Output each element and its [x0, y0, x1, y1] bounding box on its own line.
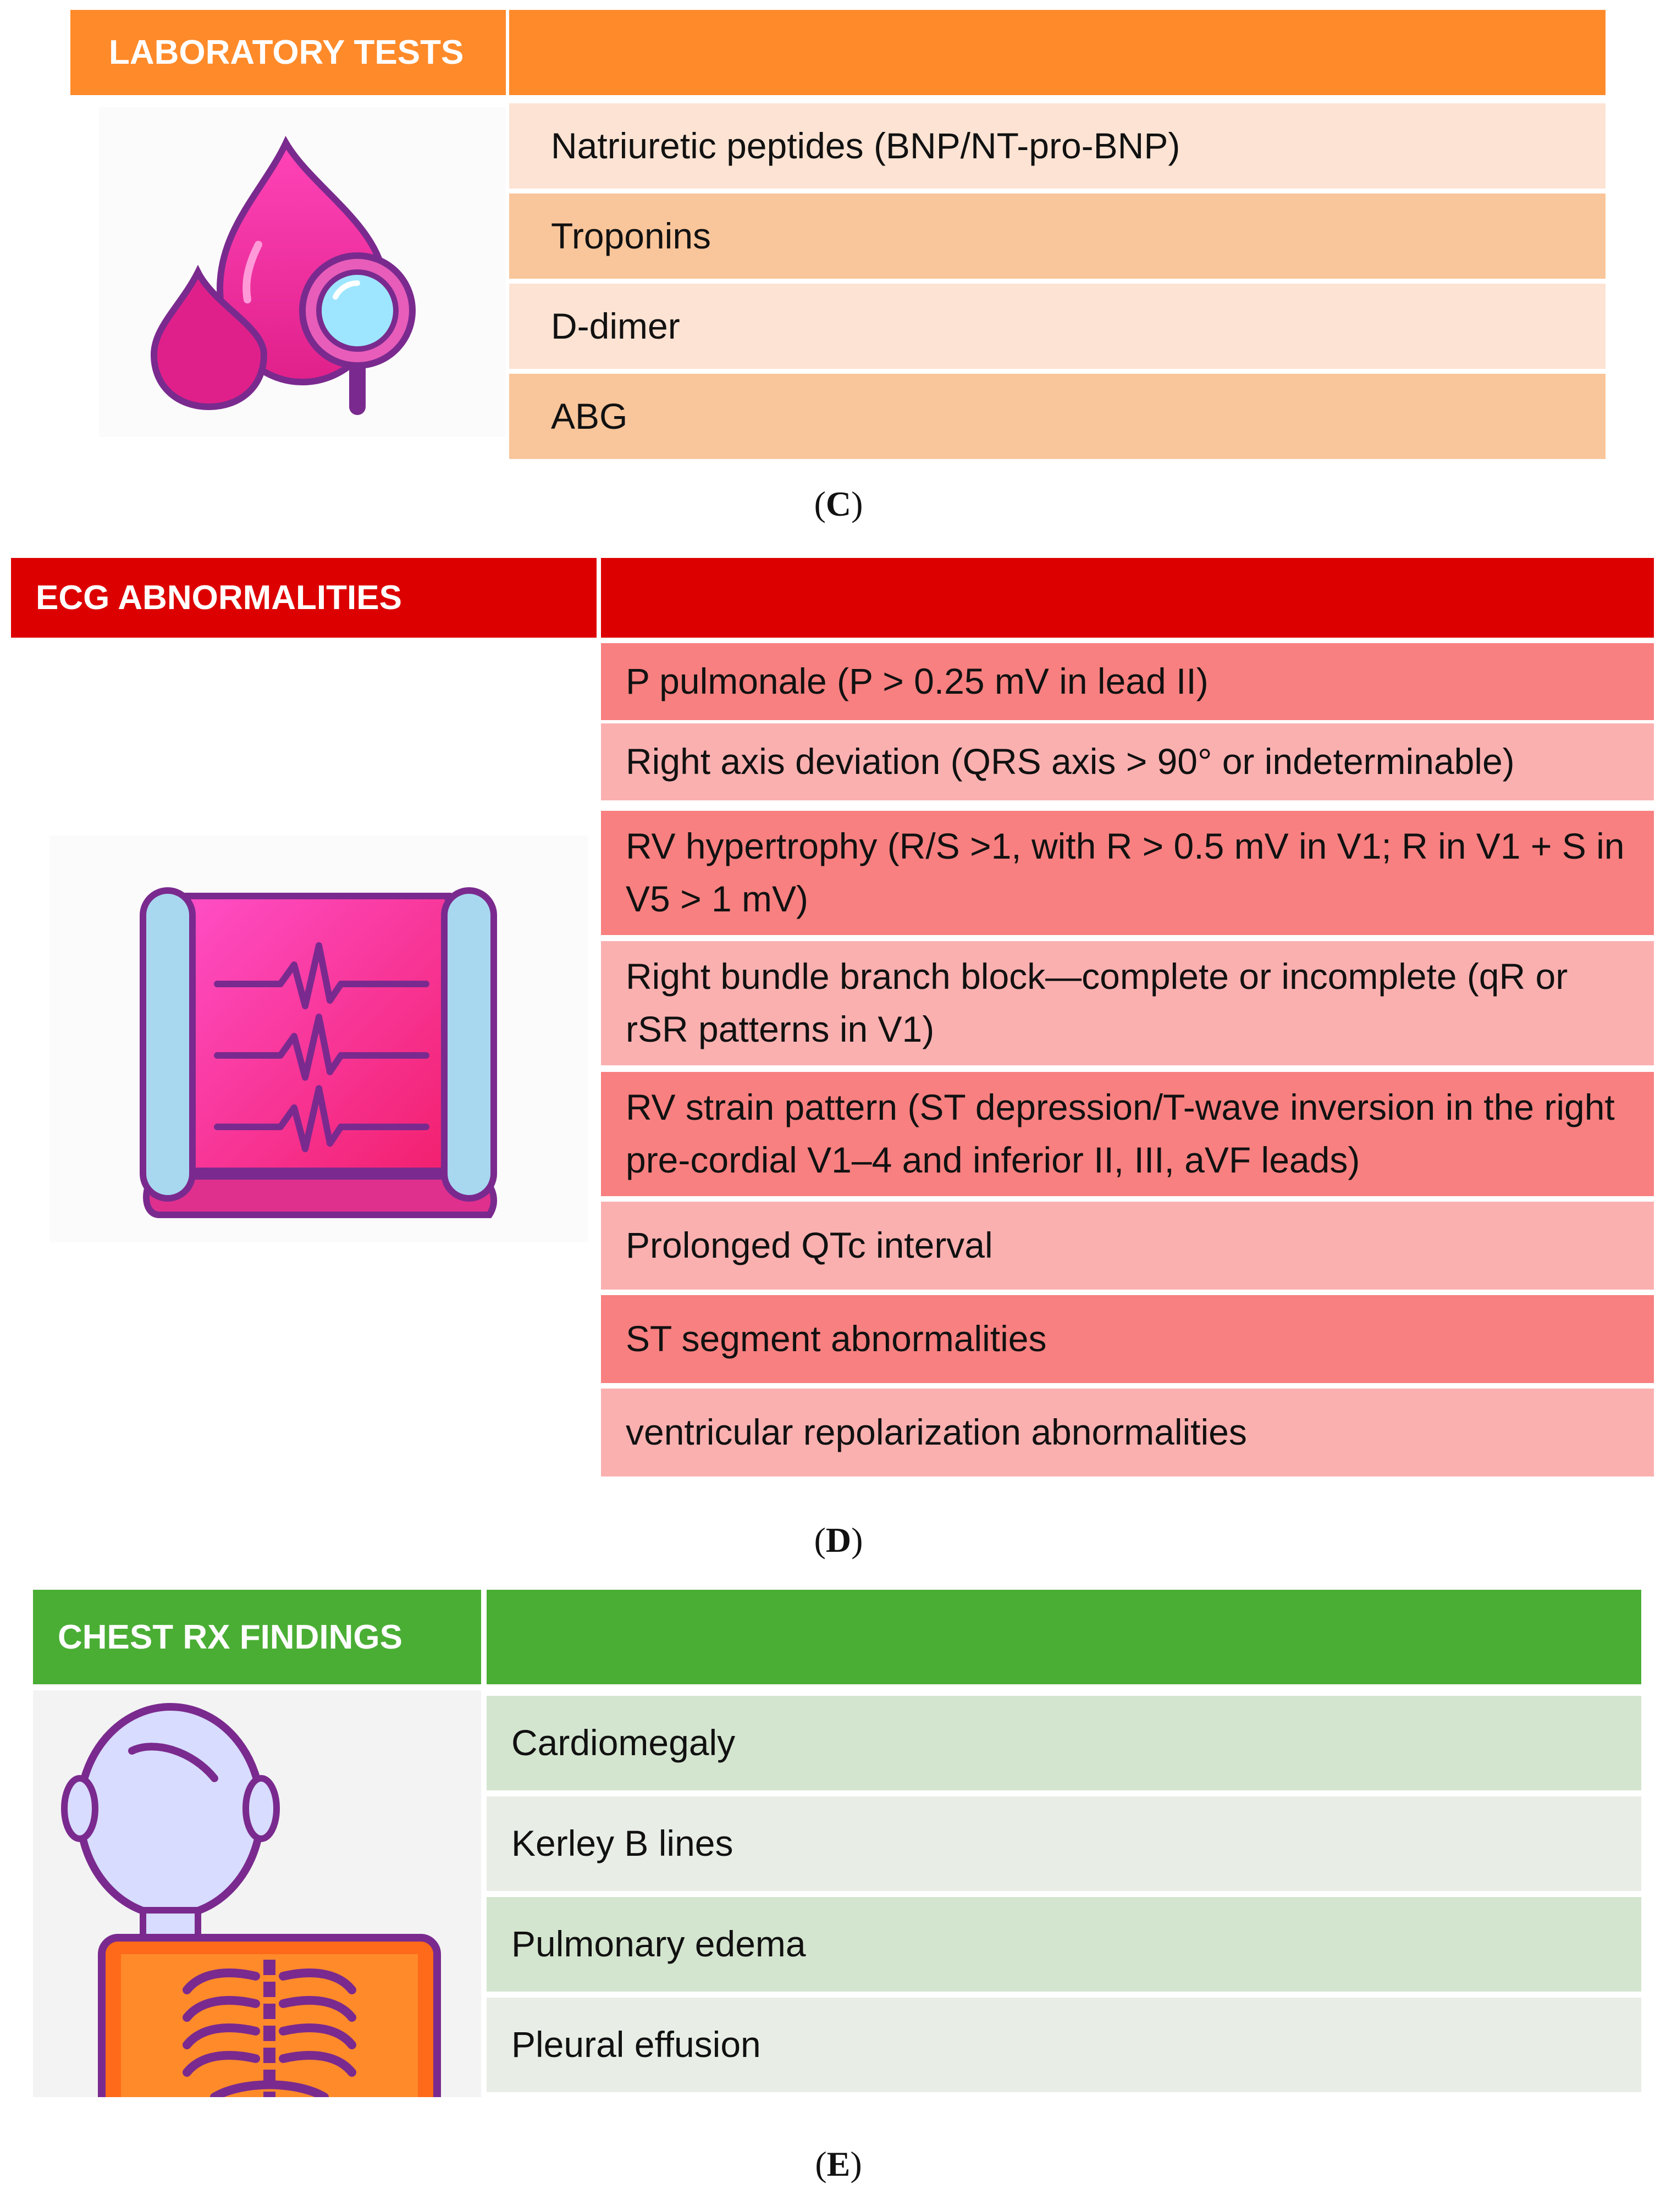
ecg-paper-scroll-icon: [49, 836, 588, 1242]
chest-item: [487, 1897, 1641, 1992]
ecg-item-label: Right axis deviation (QRS axis > 90° or indeterminable): [626, 741, 1515, 782]
lab-item-label: Troponins: [551, 215, 711, 256]
ecg-item: [601, 1202, 1654, 1290]
chest-item: [487, 1998, 1641, 2092]
chest-item: [487, 1796, 1641, 1891]
chest-header: [33, 1590, 481, 1684]
chest-item-label: Pulmonary edema: [511, 1923, 806, 1965]
ecg-item-label: ventricular repolarization abnormalities: [626, 1412, 1247, 1453]
ecg-item: [601, 1072, 1654, 1196]
lab-item: [509, 374, 1606, 459]
lab-item: [509, 284, 1606, 369]
chest-item-label: Pleural effusion: [511, 2024, 761, 2065]
ecg-item: [601, 941, 1654, 1065]
ecg-caption-letter: D: [825, 1520, 852, 1560]
chest-header-bar: [487, 1590, 1641, 1684]
chest-xray-person-icon: [33, 1690, 481, 2097]
ecg-header-bar: [601, 558, 1654, 638]
lab-icon-panel: [99, 107, 506, 437]
chest-caption: (E): [815, 2144, 862, 2183]
ecg-item: [601, 723, 1654, 800]
lab-item-label: ABG: [551, 395, 628, 436]
blood-drops-magnifier-icon: [99, 107, 506, 437]
chest-header-title: CHEST RX FINDINGS: [58, 1618, 402, 1656]
ecg-header-title: ECG ABNORMALITIES: [36, 579, 402, 617]
chest-item: [487, 1696, 1641, 1790]
lab-item-label: Natriuretic peptides (BNP/NT-pro-BNP): [551, 125, 1180, 166]
ecg-item-label: Right bundle branch block—complete or incomplete (qR or rSR patterns in V1): [626, 956, 1568, 1049]
lab-header-title: LABORATORY TESTS: [109, 34, 464, 71]
chest-item-label: Kerley B lines: [511, 1823, 733, 1864]
ecg-item: [601, 643, 1654, 720]
ecg-item-label: P pulmonale (P > 0.25 mV in lead II): [626, 661, 1209, 702]
ecg-header: [11, 558, 597, 638]
ecg-item-label: Prolonged QTc interval: [626, 1225, 993, 1266]
ecg-item: [601, 811, 1654, 935]
ecg-item: [601, 1389, 1654, 1476]
chest-icon-panel: [33, 1690, 481, 2097]
ecg-caption: (D): [814, 1520, 863, 1560]
ecg-item-label: ST segment abnormalities: [626, 1318, 1047, 1359]
lab-caption-letter: C: [825, 484, 852, 523]
lab-header-bar: [509, 10, 1606, 95]
lab-header: [70, 10, 506, 95]
ecg-item-label: RV strain pattern (ST depression/T-wave inversion in the right pre-cordial V1–4 and inferior II, III, aVF leads): [626, 1087, 1615, 1180]
lab-item: [509, 103, 1606, 189]
lab-caption: (C): [814, 484, 863, 523]
ecg-item-label: RV hypertrophy (R/S >1, with R > 0.5 mV in V1; R in V1 + S in V5 > 1 mV): [626, 826, 1625, 919]
ecg-icon-panel: [49, 836, 588, 1242]
ecg-item: [601, 1295, 1654, 1383]
chest-item-label: Cardiomegaly: [511, 1722, 736, 1763]
chest-caption-letter: E: [826, 2144, 851, 2183]
lab-item: [509, 193, 1606, 279]
lab-item-label: D-dimer: [551, 305, 680, 346]
